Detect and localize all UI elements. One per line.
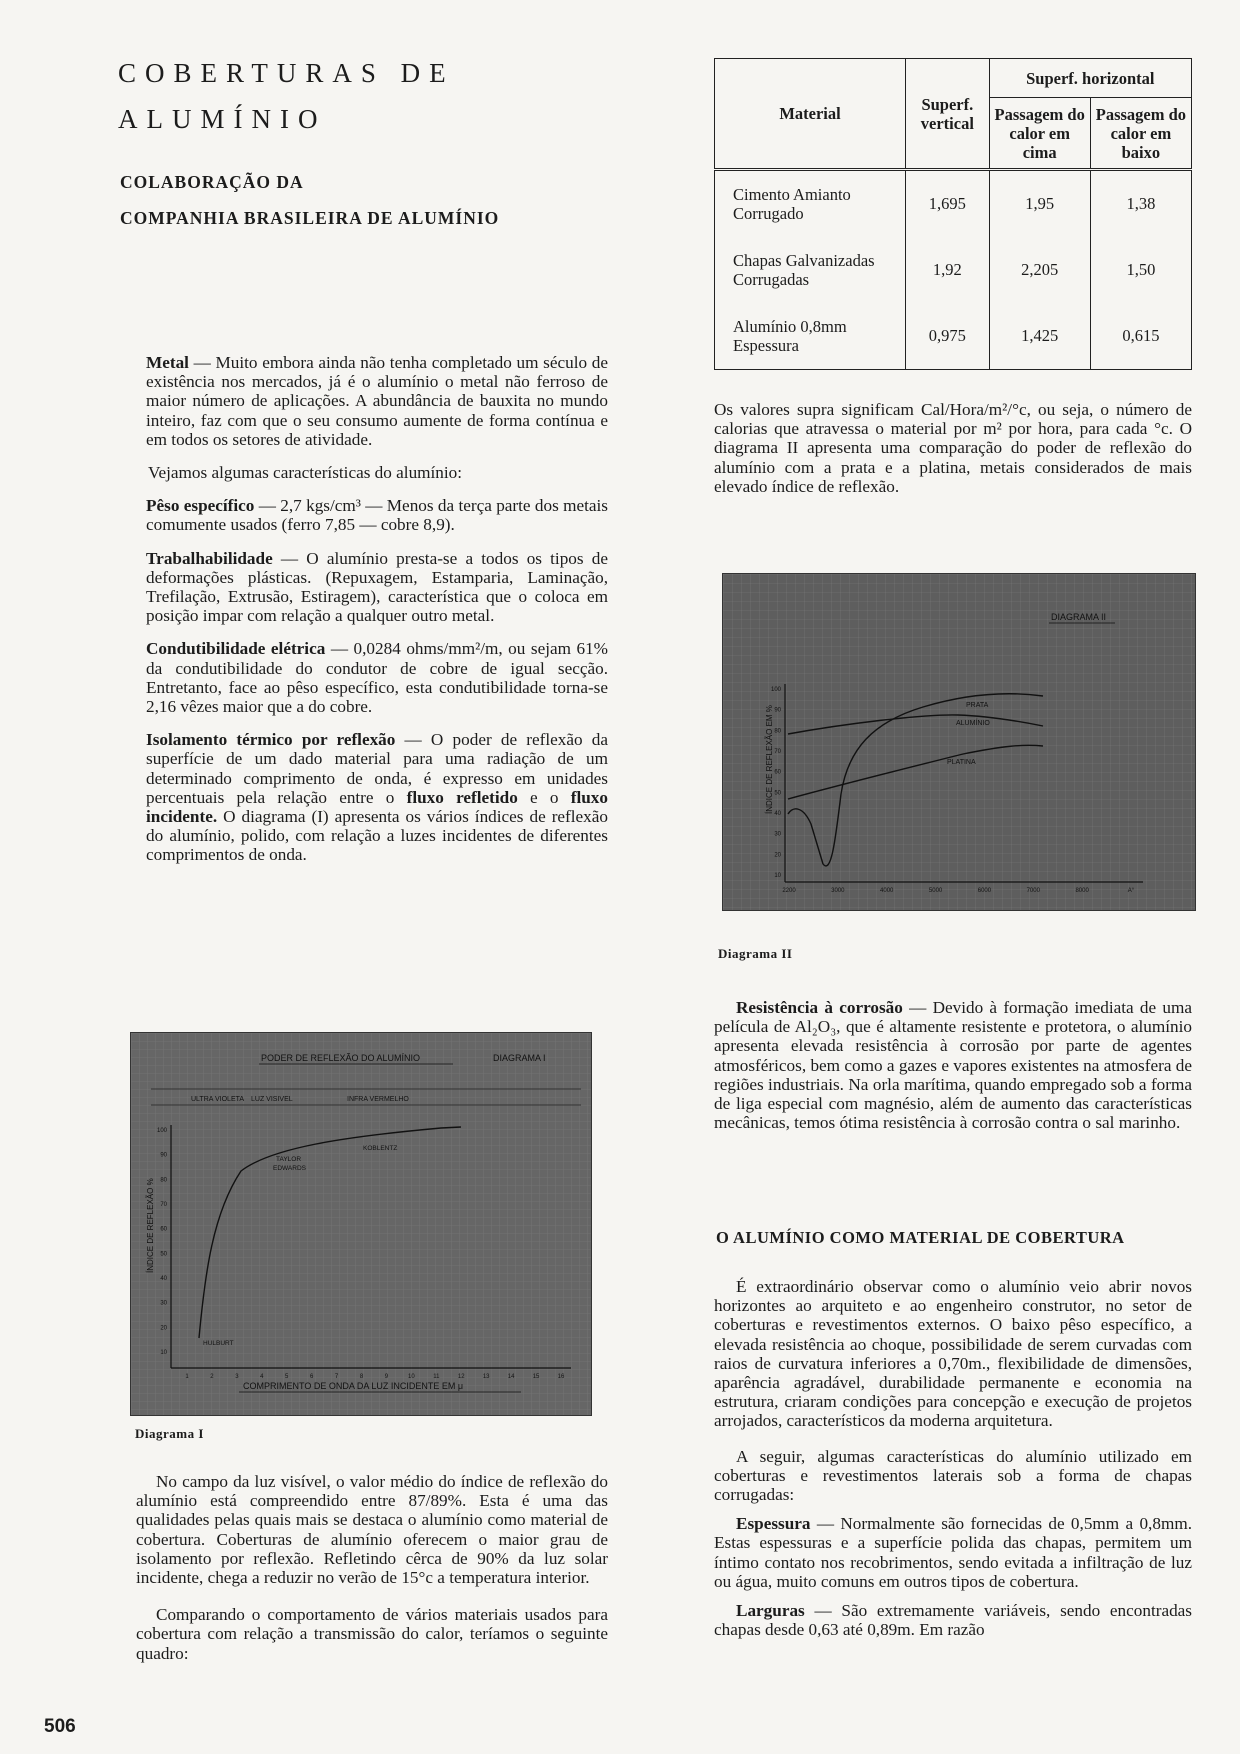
x-tick-label: 4: [260, 1374, 264, 1380]
subtitle-collab: COLABORAÇÃO DA: [120, 172, 304, 192]
article-title: [118, 50, 455, 142]
diagram-1-ylabel: ÍNDICE DE REFLEXÃO %: [146, 1178, 155, 1273]
diagram-2-svg: [723, 574, 1195, 910]
table-row: [715, 303, 1192, 370]
label-koblentz: KOBLENTZ: [363, 1145, 398, 1152]
y-tick-label: 40: [160, 1276, 167, 1282]
cell-vertical: 1,695: [906, 170, 990, 238]
header-material: Material: [715, 59, 906, 170]
cell-cima: 2,205: [989, 237, 1090, 303]
heat-transmission-table: [714, 58, 1192, 370]
label-edwards: EDWARDS: [273, 1165, 306, 1172]
term-peso: Pêso específico: [146, 496, 255, 516]
label-taylor: TAYLOR: [276, 1156, 302, 1163]
diagram-1-title: PODER DE REFLEXÃO DO ALUMÍNIO: [261, 1053, 421, 1063]
x-tick-label: 15: [532, 1374, 540, 1380]
term-resistencia: Resistência à corrosão: [736, 998, 903, 1017]
y-tick-label: 40: [774, 811, 781, 817]
x-tick-label: 7: [334, 1374, 339, 1380]
para-larguras: Larguras — São extremamente variáveis, sendo encontradas chapas desde 0,63 até 0,89m. Em razão: [714, 1601, 1192, 1640]
para-comparando: Comparando o comportamento de vários materiais usados para cobertura com relação a transmissão do calor, teríamos o seguinte quadro:: [136, 1605, 608, 1663]
para-metal: Metal — Muito embora ainda não tenha completado um século de existência nos mercados, já é o alumínio o metal não ferroso de maior número de aplicações. A abundância de bauxita no mundo inteiro, faz com que o seu consumo aumente de forma contínua e em todos os setores de atividade.: [146, 353, 608, 449]
cell-baixo: 0,615: [1090, 303, 1191, 370]
section-heading: O ALUMÍNIO COMO MATERIAL DE COBERTURA: [716, 1228, 1125, 1247]
diagram-2-tag: DIAGRAMA II: [1051, 612, 1107, 622]
right-column-end: [714, 1277, 1192, 1653]
y-tick-label: 100: [770, 687, 781, 693]
term-trab: Trabalhabilidade: [146, 548, 273, 568]
y-tick-label: 30: [774, 831, 781, 838]
x-tick-label: 3: [235, 1374, 239, 1380]
cell-material: Chapas Galvanizadas Corrugadas: [715, 237, 906, 303]
cell-cima: 1,95: [989, 170, 1090, 238]
label-prata: PRATA: [966, 702, 989, 709]
x-tick-label: 5000: [928, 888, 943, 894]
diagram-2: [722, 573, 1196, 911]
term-iso: Isolamento térmico por reflexão: [146, 730, 396, 750]
x-tick-label: 10: [408, 1374, 415, 1380]
cell-vertical: 1,92: [906, 237, 990, 303]
x-tick-label: 5: [285, 1374, 289, 1380]
diagram-1-caption: Diagrama I: [135, 1426, 204, 1441]
subtitle-company: COMPANHIA BRASILEIRA DE ALUMÍNIO: [120, 208, 500, 228]
header-vertical: Superf. vertical: [906, 59, 990, 170]
y-tick-label: 70: [774, 749, 781, 755]
diagram-1: [130, 1032, 592, 1416]
x-tick-label: 8: [359, 1374, 364, 1380]
y-tick-label: 100: [156, 1128, 167, 1134]
x-tick-label: 16: [557, 1374, 565, 1380]
x-tick-label: 6000: [977, 888, 992, 894]
y-tick-label: 80: [160, 1177, 167, 1184]
para-intro: Vejamos algumas características do alumínio:: [148, 463, 463, 483]
diagram-1-tag: DIAGRAMA I: [493, 1053, 546, 1063]
band-visible: LUZ VISIVEL: [251, 1096, 293, 1103]
y-tick-label: 70: [160, 1202, 167, 1208]
para-extraordinario: É extraordinário observar como o alumínio veio abrir novos horizontes ao arquiteto e ao engenheiro construtor, no setor de coberturas e revestimentos externos. O baixo pêso específico, a elevada resistência ao choque, possibilidade de serem curvadas com raios de curvatura inferiores a 0,70m., flexibilidade de dimensões, aparência agradável, durabilidade permanente e economia na estrutura, criaram condições para concepção e execução de projetos arrojados, característicos da moderna arquitetura.: [714, 1277, 1192, 1431]
y-tick-label: 10: [160, 1350, 167, 1356]
title-line-2: ALUMÍNIO: [118, 104, 327, 134]
x-tick-label: 2: [210, 1374, 214, 1380]
x-tick-label: 12: [457, 1374, 465, 1380]
page-number: 506: [44, 1716, 76, 1737]
label-hulburt: HULBURT: [203, 1340, 234, 1347]
y-tick-label: 20: [774, 852, 781, 859]
para-espessura: Espessura — Normalmente são fornecidas de 0,5mm a 0,8mm. Estas espessuras e a superfície polida das chapas, permitem um íntimo contato nos recobrimentos, sendo evitada a infiltração de luz ou água, muito comuns em outros tipos de cobertura.: [714, 1514, 1192, 1591]
x-tick-label: 9: [384, 1374, 389, 1380]
para-trab: Trabalhabilidade — O alumínio presta-se a todos os tipos de deformações plásticas. (Repuxagem, Estamparia, Laminação, Trefilação, Extrusão, Estiragem), característica que o coloca em posição impar com relação a qualquer outro metal.: [146, 548, 608, 626]
y-tick-label: 80: [774, 728, 781, 735]
x-tick-label: 1: [185, 1374, 189, 1380]
y-tick-label: 60: [774, 769, 781, 776]
label-platina: PLATINA: [947, 759, 976, 766]
y-tick-label: 50: [160, 1251, 167, 1258]
table-row: [715, 237, 1192, 303]
header-top-pass: Passagem do calor em cima: [989, 98, 1090, 170]
y-tick-label: 90: [160, 1152, 167, 1159]
heat-table-wrapper: [714, 58, 1192, 370]
table-row: [715, 170, 1192, 238]
cell-vertical: 0,975: [906, 303, 990, 370]
para-valores: Os valores supra significam Cal/Hora/m²/°c, ou seja, o número de calorias que atravessa o material por m² por hora, para cada °c. O diagrama II apresenta uma comparação do poder de reflexão do alumínio com a prata e a platina, metais considerados de mais elevado índice de reflexão.: [714, 400, 1192, 496]
left-column-top: [146, 353, 608, 879]
diagram-1-svg: [131, 1033, 591, 1415]
cell-baixo: 1,50: [1090, 237, 1191, 303]
term-espessura: Espessura: [736, 1514, 811, 1534]
right-column-top: [714, 400, 1192, 510]
y-tick-label: 10: [774, 873, 781, 879]
band-infrared: INFRA VERMELHO: [347, 1096, 409, 1103]
header-horizontal: Superf. horizontal: [989, 59, 1191, 98]
x-tick-label: 3000: [831, 888, 845, 894]
y-tick-label: 20: [160, 1325, 167, 1332]
right-column-bottom: [714, 998, 1192, 1146]
term-cond: Condutibilidade elétrica: [146, 639, 326, 659]
para-cond: Condutibilidade elétrica — 0,0284 ohms/mm²/m, ou sejam 61% da condutibilidade do condutor de cobre de igual secção. Entretanto, face ao pêso específico, esta condutibilidade torna-se 2,16 vêzes maior que a do cobre.: [146, 639, 608, 717]
para-resistencia: Resistência à corrosão — Devido à formação imediata de uma película de Al₂O₃, que é altamente resistente e protetora, o alumínio apresenta elevada resistência à corrosão por parte de agentes atmosféricos, bem como a gazes e vapores existentes na atmosfera de regiões industriais. Na orla marítima, quando empregado sob a forma de liga especial com magnésio, além de aumento das características mecânicas, temos ótima resistência à corrosão contra o sal marinho.: [714, 998, 1192, 1133]
x-tick-label: 4000: [880, 888, 894, 894]
y-tick-label: 50: [774, 790, 781, 797]
cell-baixo: 1,38: [1090, 170, 1191, 238]
term-metal: Metal: [146, 353, 189, 372]
diagram-2-caption: Diagrama II: [718, 946, 793, 961]
x-tick-label: 7000: [1026, 888, 1040, 894]
header-bottom-pass: Passagem do calor em baixo: [1090, 98, 1191, 170]
x-tick-label: A°: [1127, 888, 1135, 894]
y-tick-label: 30: [160, 1300, 167, 1307]
title-line-1: COBERTURAS DE: [118, 58, 455, 88]
x-tick-label: 2200: [782, 888, 796, 894]
term-larguras: Larguras: [736, 1601, 805, 1621]
x-tick-label: 8000: [1075, 888, 1089, 894]
cell-material: Cimento Amianto Corrugado: [715, 170, 906, 238]
diagram-1-xlabel: COMPRIMENTO DE ONDA DA LUZ INCIDENTE EM μ: [243, 1381, 464, 1391]
para-seguir: A seguir, algumas características do alumínio utilizado em coberturas e revestimentos laterais sob a forma de chapas corrugadas:: [714, 1446, 1192, 1505]
para-campo: No campo da luz visível, o valor médio do índice de reflexão do alumínio está compreendido entre 87/89%. Esta é uma das qualidades pelas quais mais se destaca o alumínio como material de cobertura. Coberturas de alumínio oferecem o maior grau de isolamento por reflexão. Refletindo cêrca de 90% da luz solar incidente, chega a reduzir no verão de 15°c a temperatura interior.: [136, 1472, 608, 1588]
y-tick-label: 90: [774, 707, 781, 714]
y-tick-label: 60: [160, 1226, 167, 1233]
para-iso: Isolamento térmico por reflexão — O poder de reflexão da superfície de um dado material para uma radiação de um determinado comprimento de onda, é expresso em unidades percentuais pela relação entre o fluxo refletido e o fluxo incidente. O diagrama (I) apresenta os vários índices de reflexão do alumínio, polido, com relação a luzes incidentes de diferentes comprimentos de onda.: [146, 730, 608, 865]
x-tick-label: 14: [507, 1374, 515, 1380]
diagram-2-ylabel: ÍNDICE DE REFLEXÃO EM %: [765, 705, 774, 814]
x-tick-label: 6: [309, 1374, 314, 1380]
label-aluminio: ALUMÍNIO: [956, 720, 990, 727]
x-tick-label: 13: [482, 1374, 490, 1380]
x-tick-label: 11: [433, 1374, 440, 1380]
cell-material: Alumínio 0,8mm Espessura: [715, 303, 906, 370]
left-column-bottom: [136, 1472, 608, 1677]
para-peso: Pêso específico — 2,7 kgs/cm³ — Menos da terça parte dos metais comumente usados (ferro 7,85 — cobre 8,9).: [146, 496, 608, 535]
band-uv: ULTRA VIOLETA: [191, 1096, 245, 1103]
cell-cima: 1,425: [989, 303, 1090, 370]
